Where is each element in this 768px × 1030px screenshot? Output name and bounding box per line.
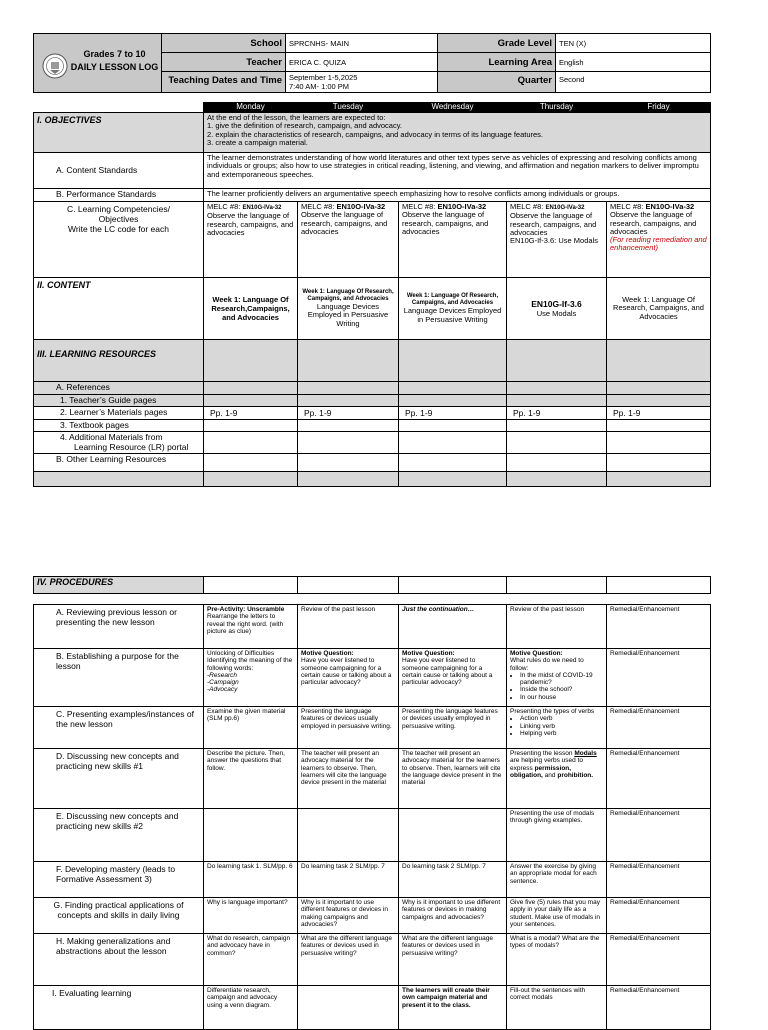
day-friday: Friday	[607, 103, 711, 113]
header-table	[33, 33, 711, 93]
textbook-row	[34, 419, 711, 432]
competencies-label-1: C. Learning Competencies/	[66, 204, 170, 214]
references-row	[34, 382, 711, 395]
procedure-a-monday	[204, 605, 298, 649]
melc-prefix: MELC #8:	[510, 202, 544, 211]
modals-prohibition: prohibition.	[557, 771, 594, 779]
modals-definition: are helping verbs used to express	[510, 757, 583, 772]
list-item: • Linking verb	[520, 723, 603, 730]
procedure-e-label: E. Discussing new concepts and practicing new skills #2	[34, 809, 204, 862]
daily-lesson-log-title: DAILY LESSON LOG	[70, 62, 159, 72]
learning-area-label: Learning Area	[438, 53, 556, 72]
competencies-row	[34, 202, 711, 278]
list-item: • Action verb	[520, 715, 603, 722]
objectives-title: I. OBJECTIVES	[34, 113, 204, 153]
competencies-label	[34, 202, 204, 278]
procedure-i-monday: Differentiate research, campaign and advocacy using a venn diagram.	[204, 986, 298, 1030]
verb-types-text: Presenting the types of verbs	[510, 708, 595, 715]
verb-types-list	[510, 715, 603, 737]
resources-title-row	[34, 340, 711, 382]
procedure-b-label: B. Establishing a purpose for the lesson	[34, 649, 204, 707]
content-standards-text: The learner demonstrates understanding of how world literatures and other text types serve as vehicles of expressing and resolving conflicts among individuals or groups; also how to use strategies in critical reading, listening, and viewing, and affirmation and negation markers to deliver impromptu and extemporaneous speeches.	[204, 153, 711, 189]
procedure-i-friday: Remedial/Enhancement	[607, 986, 711, 1030]
performance-standards-text: The learner proficiently delivers an argumentative speech emphasizing how to resolve conflicts among individuals or groups.	[204, 189, 711, 202]
time-value: 7:40 AM- 1:00 PM	[289, 82, 350, 91]
melc-prefix: MELC #8:	[207, 202, 241, 211]
procedure-h-tuesday: What are the different language features or devices used in persuasive writing?	[298, 934, 399, 986]
procedure-h-monday: What do research, campaign and advocacy have in common?	[204, 934, 298, 986]
competency-friday	[607, 202, 711, 278]
content-tuesday-topic: Language Devices Employed in Persuasive Writing	[307, 302, 389, 328]
rules-list	[510, 672, 603, 701]
procedure-row-f	[34, 862, 711, 898]
lm-pages-wednesday: Pp. 1-9	[399, 407, 507, 420]
procedure-d-label: D. Discussing new concepts and practicing new skills #1	[34, 749, 204, 809]
other-resources-label: B. Other Learning Resources	[34, 454, 204, 472]
dates-label: Teaching Dates and Time	[162, 72, 286, 93]
motive-question-title: Motive Question:	[510, 650, 563, 657]
motive-question-title: Motive Question:	[301, 650, 354, 657]
melc-prefix: MELC #8:	[610, 202, 644, 211]
procedure-row-h	[34, 934, 711, 986]
content-wednesday-week: Week 1: Language Of Research, Campaigns, and Advocacies	[406, 293, 499, 307]
procedure-h-friday: Remedial/Enhancement	[607, 934, 711, 986]
procedure-f-thursday: Answer the exercise by giving an appropriate modal for each sentence.	[507, 862, 607, 898]
word-advocacy: -Advocacy	[207, 686, 238, 694]
content-row	[34, 278, 711, 340]
competency-body: Observe the language of research, campaigns, and advocacies	[610, 210, 697, 236]
procedures-table	[33, 604, 711, 1030]
competencies-label-3: Write the LC code for each	[68, 224, 169, 234]
procedure-b-monday	[204, 649, 298, 707]
additional-materials-line-2: Learning Resource (LR) portal	[74, 441, 189, 452]
competency-body: Observe the language of research, campaigns, and advocacies	[402, 210, 489, 236]
learners-materials-label: 2. Learner’s Materials pages	[34, 407, 204, 420]
motive-question-text: What rules do we need to follow:	[510, 657, 584, 672]
procedure-a-wednesday: Just the continuation…	[399, 605, 507, 649]
content-thursday	[507, 278, 607, 340]
procedure-g-friday: Remedial/Enhancement	[607, 898, 711, 934]
procedure-row-i	[34, 986, 711, 1030]
teacher-label: Teacher	[162, 53, 286, 72]
procedure-h-wednesday: What are the different language features or devices used in persuasive writing?	[399, 934, 507, 986]
modals-intro: Presenting the lesson	[510, 750, 573, 757]
procedure-row-d	[34, 749, 711, 809]
objectives-text	[204, 113, 711, 153]
motive-question-text: Have you ever listened to someone campaigning for a certain cause or talking about a particular advocacy?	[402, 657, 493, 687]
header-logo-cell	[34, 34, 162, 93]
procedure-row-g	[34, 898, 711, 934]
dates-value: September 1-5,2025	[289, 73, 358, 82]
procedure-f-tuesday: Do learning task 2 SLM/pp. 7	[298, 862, 399, 898]
competency-body: Observe the language of research, campaigns, and advocacies	[510, 211, 597, 237]
competency-thursday-extra: EN10G-If-3.6: Use Modals	[510, 236, 598, 246]
melc-code: EN10G-IVa-32	[242, 205, 282, 211]
content-wednesday-topic: Language Devices Employed in Persuasive Writing	[403, 306, 502, 324]
procedure-f-wednesday: Do learning task 2 SLM/pp. 7	[399, 862, 507, 898]
remediation-note: (For reading remediation and enhancement)	[610, 235, 707, 253]
procedures-header-table	[33, 576, 711, 594]
unlocking-difficulties-text: Unlocking of Difficulties Identifying the meaning of the following words:	[207, 650, 293, 672]
other-resources-row	[34, 454, 711, 472]
modals-and: and	[544, 771, 556, 779]
melc-code: EN10O-IVa-32	[437, 202, 487, 211]
word-campaign: -Campaign	[207, 679, 239, 687]
procedure-c-friday: Remedial/Enhancement	[607, 707, 711, 749]
competency-thursday	[507, 202, 607, 278]
modals-term: Modals	[574, 750, 597, 757]
competency-wednesday	[399, 202, 507, 278]
procedure-f-monday: Do learning task 1. SLM/pp. 6	[204, 862, 298, 898]
procedure-f-label: F. Developing mastery (leads to Formative Assessment 3)	[34, 862, 204, 898]
lm-pages-thursday: Pp. 1-9	[507, 407, 607, 420]
content-standards-label: A. Content Standards	[34, 153, 204, 189]
procedure-row-c	[34, 707, 711, 749]
content-friday: Week 1: Language Of Research, Campaigns, and Advocacies	[607, 278, 711, 340]
day-thursday: Thursday	[507, 103, 607, 113]
procedure-g-label: G. Finding practical applications of concepts and skills in daily living	[34, 898, 204, 934]
modals-uses: permission, obligation,	[510, 764, 572, 779]
procedure-e-thursday: Presenting the use of modals through giving examples.	[507, 809, 607, 862]
procedure-c-label: C. Presenting examples/instances of the new lesson	[34, 707, 204, 749]
deped-seal-icon	[42, 53, 68, 79]
school-value: SPRCNHS- MAIN	[286, 34, 438, 53]
pre-activity-title: Pre-Activity: Unscramble	[207, 606, 285, 613]
competency-body: Observe the language of research, campaigns, and advocacies	[207, 211, 294, 237]
procedure-i-label: I. Evaluating learning	[34, 986, 204, 1030]
list-item: • Inside the school?	[520, 686, 603, 693]
resources-footer-row	[34, 472, 711, 487]
procedure-c-thursday	[507, 707, 607, 749]
procedure-c-tuesday: Presenting the language features or devices usually employed in persuasive writing.	[298, 707, 399, 749]
objectives-row	[34, 113, 711, 153]
references-label: A. References	[34, 382, 204, 395]
procedure-b-tuesday	[298, 649, 399, 707]
day-monday: Monday	[204, 103, 298, 113]
melc-code: EN10O-IVa-32	[645, 202, 695, 211]
day-wednesday: Wednesday	[399, 103, 507, 113]
procedure-d-monday: Describe the picture. Then, answer the questions that follow.	[204, 749, 298, 809]
learning-area-value: English	[556, 53, 711, 72]
procedure-d-friday: Remedial/Enhancement	[607, 749, 711, 809]
content-thursday-code: EN10G-If-3.6	[531, 298, 582, 309]
grade-level-label: Grade Level	[438, 34, 556, 53]
additional-materials-label	[34, 432, 204, 454]
procedure-a-thursday: Review of the past lesson	[507, 605, 607, 649]
word-research: -Research	[207, 671, 237, 679]
list-item: • In the midst of COVID-19 pandemic?	[520, 672, 603, 687]
content-title: II. CONTENT	[34, 278, 204, 340]
procedure-d-thursday	[507, 749, 607, 809]
performance-standards-row	[34, 189, 711, 202]
objective-line-4: 3. create a campaign material.	[207, 137, 308, 147]
procedure-c-monday: Examine the given material (SLM pp.6)	[204, 707, 298, 749]
content-wednesday	[399, 278, 507, 340]
teachers-guide-row	[34, 394, 711, 407]
procedure-b-friday: Remedial/Enhancement	[607, 649, 711, 707]
content-standards-row	[34, 153, 711, 189]
motive-question-title: Motive Question:	[402, 650, 455, 657]
lm-pages-monday: Pp. 1-9	[204, 407, 298, 420]
grade-level-value: TEN (X)	[556, 34, 711, 53]
procedure-g-monday: Why is language important?	[204, 898, 298, 934]
procedures-title: IV. PROCEDURES	[34, 577, 204, 594]
list-item: • In our house	[520, 694, 603, 701]
content-thursday-topic: Use Modals	[536, 308, 577, 318]
objective-line-1: At the end of the lesson, the learners are expected to:	[207, 113, 386, 122]
competency-monday	[204, 202, 298, 278]
objective-line-3: 2. explain the characteristics of research, campaigns, and advocacy in terms of its language features.	[207, 129, 544, 139]
pre-activity-text: Rearrange the letters to reveal the right word. (with picture as clue)	[207, 613, 284, 635]
melc-prefix: MELC #8:	[301, 202, 335, 211]
learners-materials-row	[34, 407, 711, 420]
competency-tuesday	[298, 202, 399, 278]
procedure-a-friday: Remedial/Enhancement	[607, 605, 711, 649]
procedure-g-wednesday: Why is it important to use different features or devices in making campaigns and advocacies?	[399, 898, 507, 934]
day-header-row	[34, 103, 711, 113]
competencies-label-2: Objectives	[98, 214, 139, 224]
procedure-e-friday: Remedial/Enhancement	[607, 809, 711, 862]
objective-line-2: 1. give the definition of research, campaign, and advocacy.	[207, 121, 402, 131]
procedure-a-label: A. Reviewing previous lesson or presenting the new lesson	[34, 605, 204, 649]
procedure-h-label: H. Making generalizations and abstractions about the lesson	[34, 934, 204, 986]
quarter-value: Second	[556, 72, 711, 93]
procedure-d-tuesday: The teacher will present an advocacy material for the learners to observe. Then, learners will cite the language device present in the material	[298, 749, 399, 809]
procedure-f-friday: Remedial/Enhancement	[607, 862, 711, 898]
procedure-row-b	[34, 649, 711, 707]
quarter-label: Quarter	[438, 72, 556, 93]
melc-code: EN10G-IVa-32	[545, 205, 585, 211]
melc-code: EN10O-IVa-32	[336, 202, 386, 211]
procedure-d-wednesday: The teacher will present an advocacy material for the learners to observe. Then, learners will cite the language device present in the material	[399, 749, 507, 809]
performance-standards-label: B. Performance Standards	[34, 189, 204, 202]
additional-materials-row	[34, 432, 711, 454]
dates-value-cell	[286, 72, 438, 93]
procedure-g-thursday: Give five (5) rules that you may apply in your daily life as a student. Make use of modals in your sentences.	[507, 898, 607, 934]
motive-question-text: Have you ever listened to someone campaigning for a certain cause or talking about a particular advocacy?	[301, 657, 392, 687]
school-label: School	[162, 34, 286, 53]
lm-pages-friday: Pp. 1-9	[607, 407, 711, 420]
teachers-guide-label: 1. Teacher’s Guide pages	[34, 394, 204, 407]
additional-materials-line-1: 4. Additional Materials from	[60, 432, 163, 442]
grades-text: Grades 7 to 10	[83, 49, 146, 59]
procedure-c-wednesday: Presenting the language features or devices usually employed in persuasive writing.	[399, 707, 507, 749]
content-monday: Week 1: Language Of Research,Campaigns, and Advocacies	[204, 278, 298, 340]
competency-body: Observe the language of research, campaigns, and advocacies	[301, 210, 388, 236]
procedures-header-row	[34, 577, 711, 594]
teacher-value: ERICA C. QUIZA	[286, 53, 438, 72]
procedure-i-wednesday: The learners will create their own campaign material and present it to the class.	[399, 986, 507, 1030]
procedure-h-thursday: What is a modal? What are the types of modals?	[507, 934, 607, 986]
lm-pages-tuesday: Pp. 1-9	[298, 407, 399, 420]
content-tuesday-week: Week 1: Language Of Research, Campaigns, and Advocacies	[302, 289, 394, 303]
procedure-a-tuesday: Review of the past lesson	[298, 605, 399, 649]
corner-cell	[34, 103, 204, 113]
lesson-table	[33, 102, 711, 487]
procedure-row-a	[34, 605, 711, 649]
content-tuesday	[298, 278, 399, 340]
procedure-row-e	[34, 809, 711, 862]
textbook-label: 3. Textbook pages	[34, 419, 204, 432]
procedure-b-wednesday	[399, 649, 507, 707]
resources-title: III. LEARNING RESOURCES	[34, 340, 204, 382]
procedure-g-tuesday: Why is it important to use different features or devices in making campaigns and advocacies?	[298, 898, 399, 934]
melc-prefix: MELC #8:	[402, 202, 436, 211]
procedure-b-thursday	[507, 649, 607, 707]
list-item: • Helping verb	[520, 730, 603, 737]
procedure-i-thursday: Fill-out the sentences with correct modals	[507, 986, 607, 1030]
day-tuesday: Tuesday	[298, 103, 399, 113]
